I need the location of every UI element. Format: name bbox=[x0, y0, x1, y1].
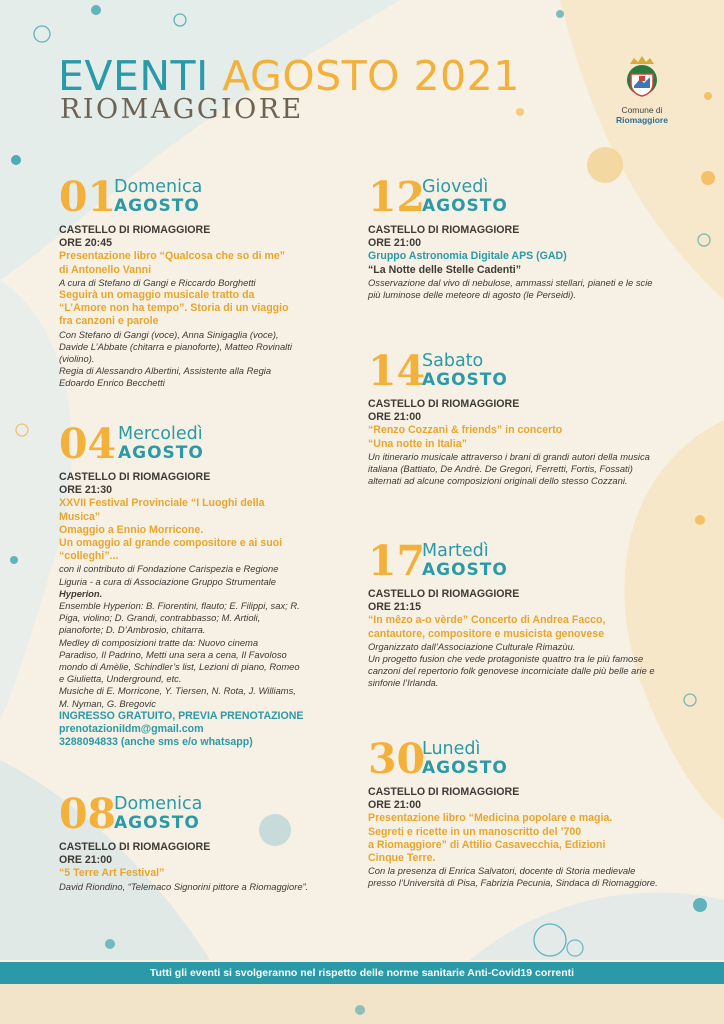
logo-text-riomaggiore: Riomaggiore bbox=[616, 115, 668, 125]
event-day-number: 08 bbox=[59, 790, 117, 838]
event-detail-line: “5 Terre Art Festival” bbox=[59, 867, 165, 880]
event-detail-line: fra canzoni e parole bbox=[59, 315, 159, 328]
event-details bbox=[368, 786, 698, 890]
event-detail-line: Cinque Terre. bbox=[368, 852, 436, 865]
event-month: AGOSTO bbox=[422, 560, 508, 580]
event-detail-line: Un omaggio al grande compositore e ai suoi bbox=[59, 537, 283, 550]
event-day-number: 14 bbox=[368, 347, 426, 395]
event-detail-line: M. Nyman, G. Bregovic bbox=[59, 697, 156, 709]
event-card bbox=[59, 173, 349, 390]
event-weekday: Domenica bbox=[114, 177, 203, 197]
event-detail-line: Segreti e ricette in un manoscritto del ’700 bbox=[368, 825, 582, 838]
event-date-header bbox=[368, 735, 698, 786]
event-detail-line: Medley di composizioni tratte da: Nuovo cinema bbox=[59, 636, 259, 648]
event-detail-line: CASTELLO DI RIOMAGGIORE bbox=[368, 224, 520, 236]
event-detail-line: CASTELLO DI RIOMAGGIORE bbox=[368, 786, 520, 798]
event-detail-line: ORE 20:45 bbox=[59, 237, 112, 250]
event-detail-line: “In mêzo a-o vèrde” Concerto di Andrea Facco, bbox=[368, 614, 606, 627]
event-detail-line: “La Notte delle Stelle Cadenti” bbox=[368, 263, 522, 276]
event-detail-line: ORE 21:30 bbox=[59, 484, 112, 497]
event-detail-line: Paradiso, Il Padrino, Metti una sera a cena, Il Favoloso bbox=[59, 648, 287, 660]
municipality-logo bbox=[610, 54, 674, 125]
event-day-number: 01 bbox=[59, 173, 117, 221]
event-detail-line: Presentazione libro “Medicina popolare e magia. bbox=[368, 812, 613, 825]
event-detail-line: INGRESSO GRATUITO, PREVIA PRENOTAZIONE bbox=[59, 709, 304, 722]
event-detail-line: Ensemble Hyperion: B. Fiorentini, flauto; E. Filippi, sax; R. bbox=[59, 600, 300, 612]
event-detail-line: David Riondino, “Telemaco Signorini pittore a Riomaggiore”. bbox=[59, 880, 309, 892]
title-eventi: EVENTI bbox=[58, 52, 209, 100]
event-month: AGOSTO bbox=[422, 196, 508, 216]
event-weekday: Lunedì bbox=[422, 739, 481, 759]
event-card bbox=[59, 420, 349, 749]
event-detail-line: CASTELLO DI RIOMAGGIORE bbox=[59, 224, 211, 236]
event-detail-line: alternati ad alcune composizioni originali dello stesso Cozzani. bbox=[368, 475, 628, 487]
logo-text-comune: Comune di bbox=[621, 105, 663, 115]
event-detail-line: Edoardo Enrico Becchetti bbox=[59, 377, 165, 389]
event-month: AGOSTO bbox=[114, 813, 200, 833]
event-details bbox=[368, 224, 698, 301]
event-card bbox=[368, 173, 698, 301]
event-weekday: Mercoledì bbox=[118, 424, 203, 444]
event-detail-line: CASTELLO DI RIOMAGGIORE bbox=[368, 398, 520, 410]
event-detail-line: CASTELLO DI RIOMAGGIORE bbox=[59, 841, 211, 853]
event-month: AGOSTO bbox=[114, 196, 200, 216]
event-day-number: 30 bbox=[368, 735, 426, 783]
event-detail-line: Omaggio a Ennio Morricone. bbox=[59, 523, 204, 536]
event-detail-line: ORE 21:00 bbox=[368, 237, 421, 250]
event-detail-line: Seguirà un omaggio musicale tratto da bbox=[59, 289, 255, 302]
event-date-header bbox=[368, 173, 698, 224]
footer-notice: Tutti gli eventi si svolgeranno nel rispetto delle norme sanitarie Anti-Covid19 correnti bbox=[0, 962, 724, 984]
event-detail-line: Regia di Alessandro Albertini, Assistente alla Regia bbox=[59, 365, 272, 377]
event-month: AGOSTO bbox=[118, 443, 204, 463]
event-detail-line: “Una notte in Italia” bbox=[368, 437, 467, 450]
event-detail-line: ORE 21:00 bbox=[368, 799, 421, 812]
event-detail-line: pianoforte; D. D’Ambrosio, chitarra. bbox=[59, 624, 206, 636]
event-detail-line: ORE 21:00 bbox=[59, 854, 112, 867]
title-month-year: AGOSTO 2021 bbox=[222, 52, 520, 100]
event-detail-line: “L’Amore non ha tempo”. Storia di un viaggio bbox=[59, 302, 289, 315]
event-detail-line: a Riomaggiore” di Attilio Casavecchia, Edizioni bbox=[368, 838, 606, 851]
event-detail-line: Un itinerario musicale attraverso i brani di grandi autori della musica bbox=[368, 450, 650, 462]
event-day-number: 04 bbox=[59, 420, 117, 468]
event-details bbox=[368, 588, 698, 690]
event-detail-line: “Renzo Cozzani & friends” in concerto bbox=[368, 424, 563, 437]
event-detail-line: Piga, violino; D. Grandi, contrabbasso; M. Artioli, bbox=[59, 612, 261, 624]
event-detail-line: Presentazione libro “Qualcosa che so di me” bbox=[59, 250, 286, 263]
event-date-header bbox=[59, 173, 349, 224]
event-detail-line: con il contributo di Fondazione Carispezia e Regione bbox=[59, 563, 279, 575]
event-card bbox=[368, 347, 698, 487]
event-detail-line: mondo di Amèlie, Schindler’s list, Lezioni di piano, Romeo bbox=[59, 661, 300, 673]
event-date-header bbox=[368, 537, 698, 588]
event-detail-line: XXVII Festival Provinciale “I Luoghi della bbox=[59, 497, 265, 510]
event-date-header bbox=[368, 347, 698, 398]
event-detail-line: 3288094833 (anche sms e/o whatsapp) bbox=[59, 736, 253, 749]
event-weekday: Martedì bbox=[422, 541, 489, 561]
event-detail-line: più luminose delle meteore di agosto (le Perseidi). bbox=[368, 289, 576, 301]
event-details bbox=[59, 841, 349, 893]
event-weekday: Sabato bbox=[422, 351, 484, 371]
event-details bbox=[368, 398, 698, 487]
event-date-header bbox=[59, 420, 349, 471]
event-detail-line: “colleghi”... bbox=[59, 550, 119, 563]
event-detail-line: ORE 21:00 bbox=[368, 411, 421, 424]
event-date-header bbox=[59, 790, 349, 841]
event-detail-line: ORE 21:15 bbox=[368, 601, 421, 614]
event-detail-line[interactable]: prenotazioniIdm@gmail.com bbox=[59, 723, 204, 736]
event-weekday: Domenica bbox=[114, 794, 203, 814]
event-detail-line: canzoni del repertorio folk genovese incorniciate dalle più belle arie e bbox=[368, 665, 655, 677]
event-day-number: 12 bbox=[368, 173, 426, 221]
event-card bbox=[368, 537, 698, 690]
event-detail-line: sinfonie l’Irlanda. bbox=[368, 677, 439, 689]
event-month: AGOSTO bbox=[422, 370, 508, 390]
event-detail-line: Con Stefano di Gangi (voce), Anna Sinigaglia (voce), bbox=[59, 328, 279, 340]
event-card bbox=[368, 735, 698, 890]
event-detail-line: e Giulietta, Underground, etc. bbox=[59, 673, 182, 685]
event-month: AGOSTO bbox=[422, 758, 508, 778]
event-detail-line: Gruppo Astronomia Digitale APS (GAD) bbox=[368, 250, 567, 263]
event-detail-line: Liguria - a cura di Associazione Gruppo Strumentale bbox=[59, 575, 276, 587]
event-detail-line: CASTELLO DI RIOMAGGIORE bbox=[368, 588, 520, 600]
event-detail-line: Osservazione dal vivo di nebulose, ammassi stellari, pianeti e le scie bbox=[368, 276, 653, 288]
event-card bbox=[59, 790, 349, 893]
event-day-number: 17 bbox=[368, 537, 426, 585]
event-detail-line: Con la presenza di Enrica Salvatori, docente di Storia medievale bbox=[368, 865, 636, 877]
event-detail-line: Davide L’Abbate (chitarra e pianoforte), Matteo Rovinalti bbox=[59, 340, 292, 352]
event-detail-line: Hyperion. bbox=[59, 587, 103, 599]
event-detail-line: Un progetto fusion che vede protagoniste quattro tra le più famose bbox=[368, 653, 644, 665]
page-subtitle: RIOMAGGIORE bbox=[60, 94, 304, 125]
event-detail-line: presso l’Università di Pisa, Fabrizia Pecunia, Sindaca di Riomaggiore. bbox=[368, 877, 658, 889]
event-detail-line: Organizzato dall’Associazione Culturale Rimazùu. bbox=[368, 640, 576, 652]
event-detail-line: Musiche di E. Morricone, Y. Tiersen, N. Rota, J. Williams, bbox=[59, 685, 296, 697]
event-details bbox=[59, 224, 349, 390]
event-detail-line: cantautore, compositore e musicista genovese bbox=[368, 627, 605, 640]
event-detail-line: A cura di Stefano di Gangi e Riccardo Borghetti bbox=[59, 276, 256, 288]
municipal-crest-icon bbox=[622, 54, 662, 100]
event-detail-line: (violino). bbox=[59, 353, 95, 365]
event-weekday: Giovedì bbox=[422, 177, 489, 197]
event-detail-line: italiana (Battiato, De Andrè. De Gregori, Ferretti, Fortis, Fossati) bbox=[368, 463, 633, 475]
event-detail-line: Musica” bbox=[59, 510, 101, 523]
event-detail-line: di Antonello Vanni bbox=[59, 263, 152, 276]
event-details bbox=[59, 471, 349, 749]
event-detail-line: CASTELLO DI RIOMAGGIORE bbox=[59, 471, 211, 483]
